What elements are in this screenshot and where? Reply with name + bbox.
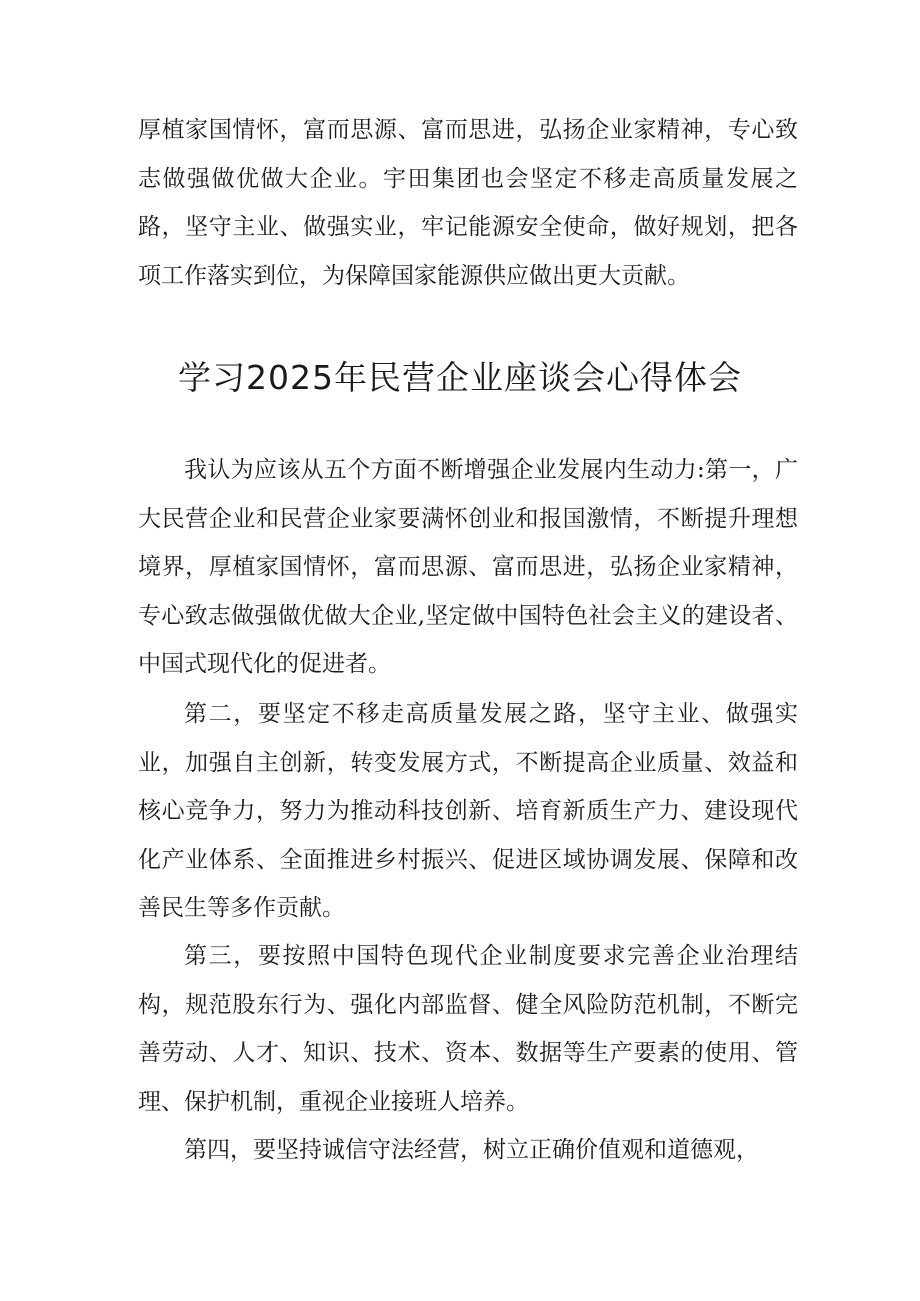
paragraph-fourth: 第四，要坚持诚信守法经营，树立正确价值观和道德观， [184,1137,759,1163]
intro-paragraph: 厚植家国情怀，富而思源、富而思进，弘扬企业家精神，专心致志做强做优做大企业。宇田集团也会坚定不移走高质量发展之路，坚守主业、做强实业，牢记能源安全使命，做好规划，把各项工作落实到位，为保障国家能源供应做出更大贡献。 [138,117,798,289]
page-title: 学习2025年民营企业座谈会心得体会 [178,358,742,397]
paragraph-third: 第三，要按照中国特色现代企业制度要求完善企业治理结构，规范股东行为、强化内部监督、健全风险防范机制，不断完善劳动、人才、知识、技术、资本、数据等生产要素的使用、管理、保护机制，重视企业接班人培养。 [138,943,798,1115]
paragraph-first: 我认为应该从五个方面不断增强企业发展内生动力:第一，广大民营企业和民营企业家要满怀创业和报国激情，不断提升理想境界，厚植家国情怀，富而思源、富而思进，弘扬企业家精神，专心致志做强做优做大企业,坚定做中国特色社会主义的建设者、中国式现代化的促进者。 [138,457,798,677]
paragraph-second: 第二，要坚定不移走高质量发展之路，坚守主业、做强实业，加强自主创新，转变发展方式，不断提高企业质量、效益和核心竞争力，努力为推动科技创新、培育新质生产力、建设现代化产业体系、全面推进乡村振兴、促进区域协调发展、保障和改善民生等多作贡献。 [138,701,798,921]
